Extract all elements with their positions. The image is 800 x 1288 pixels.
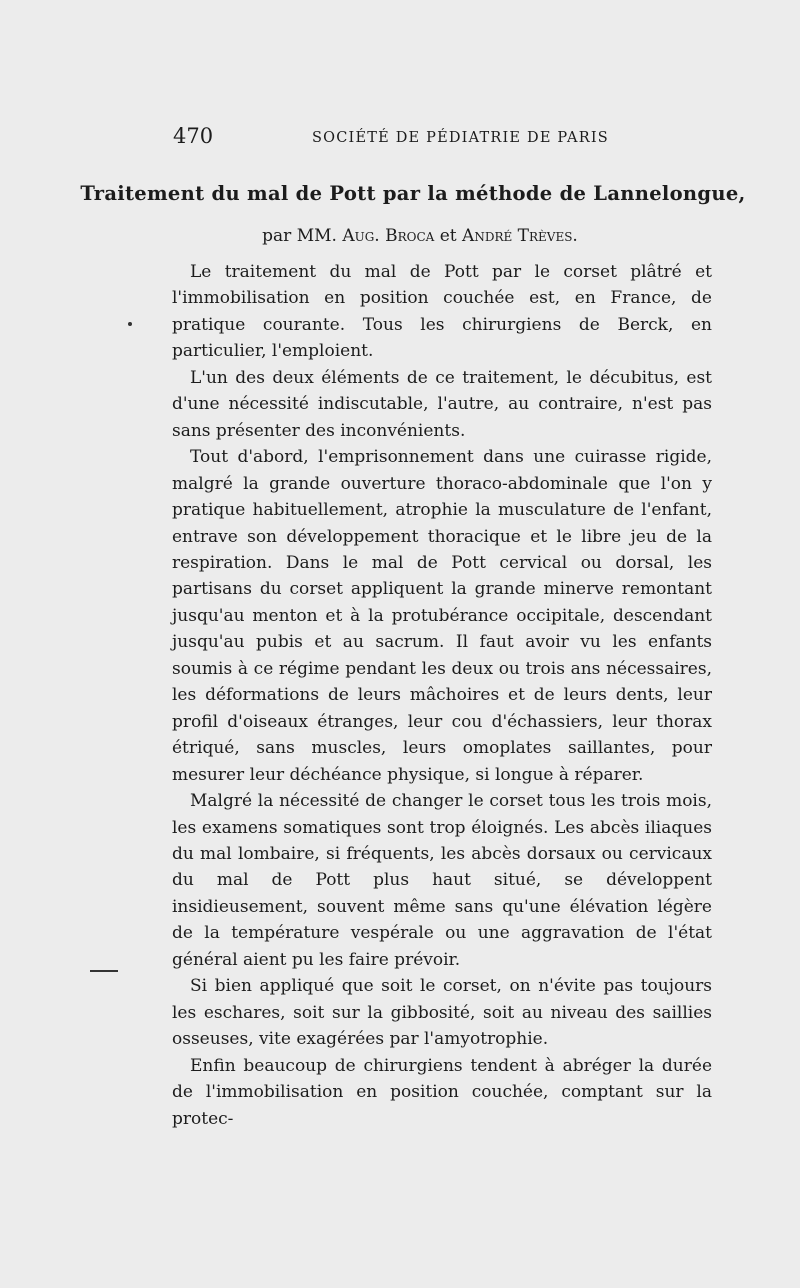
margin-dash-mark: [90, 970, 118, 972]
paragraph: Tout d'abord, l'emprisonnement dans une cuirasse rigide, malgré la grande ouverture thoraco-abdominale que l'on y pratique habituellement, atrophie la musculature de l'enfant, entrave son développement thoracique et le libre jeu de la respiration. Dans le mal de Pott cervical ou dorsal, les partisans du corset appliquent la grande minerve remontant jusqu'au menton et à la protubérance occipitale, descendant jusqu'au pubis et au sacrum. Il faut avoir vu les enfants soumis à ce régime pendant les deux ou trois ans nécessaires, les déformations de leurs mâchoires et de leurs dents, leur profil d'oiseaux étranges, leur cou d'échassiers, leur thorax étriqué, sans muscles, leurs omoplates saillantes, pour mesurer leur déchéance physique, si longue à réparer.: [172, 447, 712, 785]
running-head: SOCIÉTÉ DE PÉDIATRIE DE PARIS: [312, 130, 609, 146]
paragraph: Le traitement du mal de Pott par le corset plâtré et l'immobilisation en position couchée est, en France, de pratique courante. Tous les chirurgiens de Berck, en particulier, l'emploient.: [172, 262, 712, 362]
page-number: 470: [173, 124, 214, 148]
author-broca: Aug. Broca: [342, 226, 435, 246]
author-treves: André Trèves.: [462, 226, 578, 246]
article-body: [172, 259, 712, 1132]
margin-dot-mark: [128, 322, 132, 326]
article-authors: [0, 226, 800, 246]
paragraph: Enfin beaucoup de chirurgiens tendent à abréger la durée de l'immobilisation en position couchée, comptant sur la protec-: [172, 1055, 712, 1129]
authors-conjunction: et: [439, 226, 457, 246]
paragraph: Si bien appliqué que soit le corset, on n'évite pas toujours les eschares, soit sur la gibbosité, soit au niveau des saillies osseuses, vite exagérées par l'amyotrophie.: [172, 976, 712, 1050]
article-title: Traitement du mal de Pott par la méthode de Lannelongue,: [80, 182, 746, 205]
paragraph: L'un des deux éléments de ce traitement, le décubitus, est d'une nécessité indiscutable, l'autre, au contraire, n'est pas sans présenter des inconvénients.: [172, 367, 712, 441]
authors-prefix: par MM.: [262, 226, 337, 246]
paragraph: Malgré la nécessité de changer le corset tous les trois mois, les examens somatiques sont trop éloignés. Les abcès iliaques du mal lombaire, si fréquents, les abcès dorsaux ou cervicaux du mal de Pott plus haut situé, se développent insidieusement, souvent même sans qu'une élévation légère de la température vespérale ou une aggravation de l'état général aient pu les faire prévoir.: [172, 791, 712, 970]
page-header: [0, 118, 800, 148]
